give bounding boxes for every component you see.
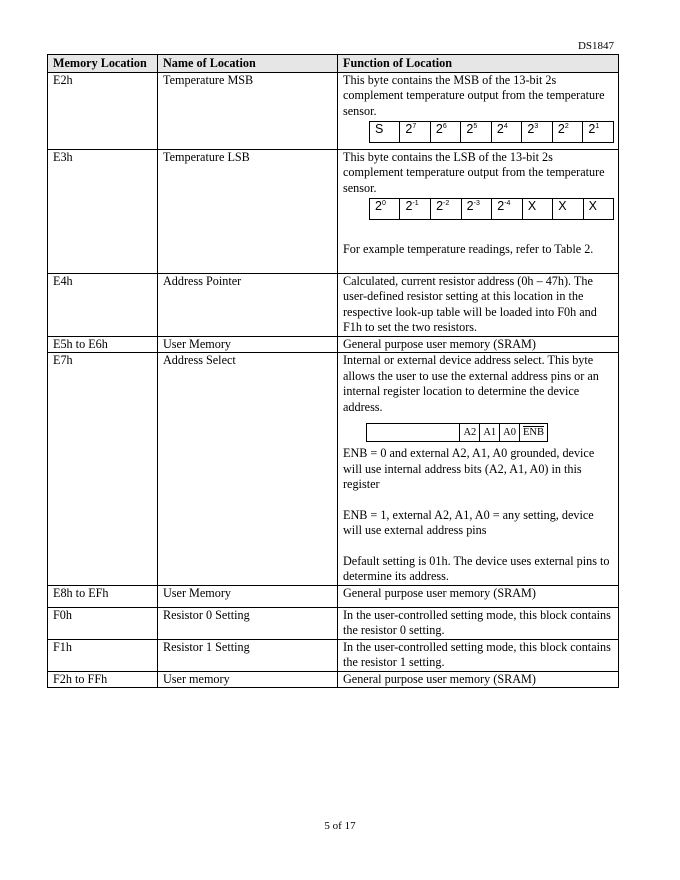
function-text: Internal or external device address select. This byte allows the user to use the external address pins or an internal register location to determine the device address. (343, 353, 599, 414)
table-row (48, 336, 619, 353)
location-cell: E3h (48, 149, 158, 273)
name-cell: Temperature LSB (158, 149, 338, 273)
header-function-of-location: Function of Location (338, 55, 619, 73)
reference-note: For example temperature readings, refer to Table 2. (343, 242, 594, 256)
location-cell: F2h to FFh (48, 671, 158, 688)
bit-cell: X (522, 199, 552, 220)
bit-a2: A2 (459, 424, 479, 441)
bit-a1: A1 (479, 424, 499, 441)
msb-bit-diagram (369, 121, 614, 143)
bit-cell: $2^6$ (430, 122, 461, 143)
header-name-of-location: Name of Location (158, 55, 338, 73)
name-cell: User Memory (158, 336, 338, 353)
document-id: DS1847 (577, 40, 614, 52)
bit-cell: $2^5$ (461, 122, 492, 143)
table-header-row (48, 55, 619, 73)
function-cell: General purpose user memory (SRAM) (338, 585, 619, 607)
name-cell: Temperature MSB (158, 72, 338, 149)
bit-cell: X (553, 199, 583, 220)
bit-cell: $2^4$ (491, 122, 522, 143)
location-cell: E5h to E6h (48, 336, 158, 353)
bit-cell: $2^{-4}$ (492, 199, 523, 220)
table-row (48, 353, 619, 586)
name-cell: Resistor 1 Setting (158, 639, 338, 671)
location-cell: E7h (48, 353, 158, 586)
function-text: This byte contains the LSB of the 13-bit 2s complement temperature output from the temperature sensor. (343, 149, 605, 195)
header-memory-location: Memory Location (48, 55, 158, 73)
function-cell (338, 353, 619, 586)
name-cell: Address Pointer (158, 273, 338, 336)
table-row (48, 149, 619, 273)
function-cell: Calculated, current resistor address (0h – 47h). The user-defined resistor setting at this location in the respective look-up table will be loaded into F0h and F1h to set the two resistors. (338, 273, 619, 336)
bit-cell: $2^{-3}$ (461, 199, 492, 220)
location-cell: F1h (48, 639, 158, 671)
lsb-bit-diagram (369, 198, 614, 220)
bit-cell: S (370, 122, 400, 143)
function-cell: General purpose user memory (SRAM) (338, 671, 619, 688)
bit-cell: $2^7$ (400, 122, 431, 143)
bit-cell: X (583, 199, 613, 220)
function-cell (338, 72, 619, 149)
memory-map-table (47, 54, 619, 688)
function-cell (338, 149, 619, 273)
table-row (48, 585, 619, 607)
name-cell: Address Select (158, 353, 338, 586)
address-select-register (366, 423, 548, 442)
table-row (48, 639, 619, 671)
location-cell: F0h (48, 607, 158, 639)
name-cell: User Memory (158, 585, 338, 607)
location-cell: E4h (48, 273, 158, 336)
bit-cell: $2^1$ (583, 122, 614, 143)
table-row (48, 607, 619, 639)
table-row (48, 273, 619, 336)
table-row (48, 72, 619, 149)
location-cell: E2h (48, 72, 158, 149)
bit-cell: $2^3$ (522, 122, 553, 143)
table-row (48, 671, 619, 688)
bit-cell: $2^0$ (370, 199, 400, 220)
name-cell: User memory (158, 671, 338, 688)
bit-enb: $\overline{ENB}$ (519, 424, 547, 441)
bit-cell: $2^2$ (552, 122, 583, 143)
default-setting-text: Default setting is 01h. The device uses external pins to determine its address. (343, 553, 610, 583)
bit-a0: A0 (499, 424, 519, 441)
enb-one-text: ENB = 1, external A2, A1, A0 = any setting, device will use external address pins (343, 507, 594, 537)
function-cell: General purpose user memory (SRAM) (338, 336, 619, 353)
function-cell: In the user-controlled setting mode, this block contains the resistor 1 setting. (338, 639, 619, 671)
location-cell: E8h to EFh (48, 585, 158, 607)
function-text: This byte contains the MSB of the 13-bit 2s complement temperature output from the temperature sensor. (343, 72, 605, 118)
enb-zero-text: ENB = 0 and external A2, A1, A0 grounded, device will use internal address bits (A2, A1, A0) in this register (343, 446, 595, 491)
function-cell: In the user-controlled setting mode, this block contains the resistor 0 setting. (338, 607, 619, 639)
name-cell: Resistor 0 Setting (158, 607, 338, 639)
page-number: 5 of 17 (324, 820, 356, 832)
bit-cell: $2^{-2}$ (431, 199, 462, 220)
bit-cell: $2^{-1}$ (400, 199, 431, 220)
